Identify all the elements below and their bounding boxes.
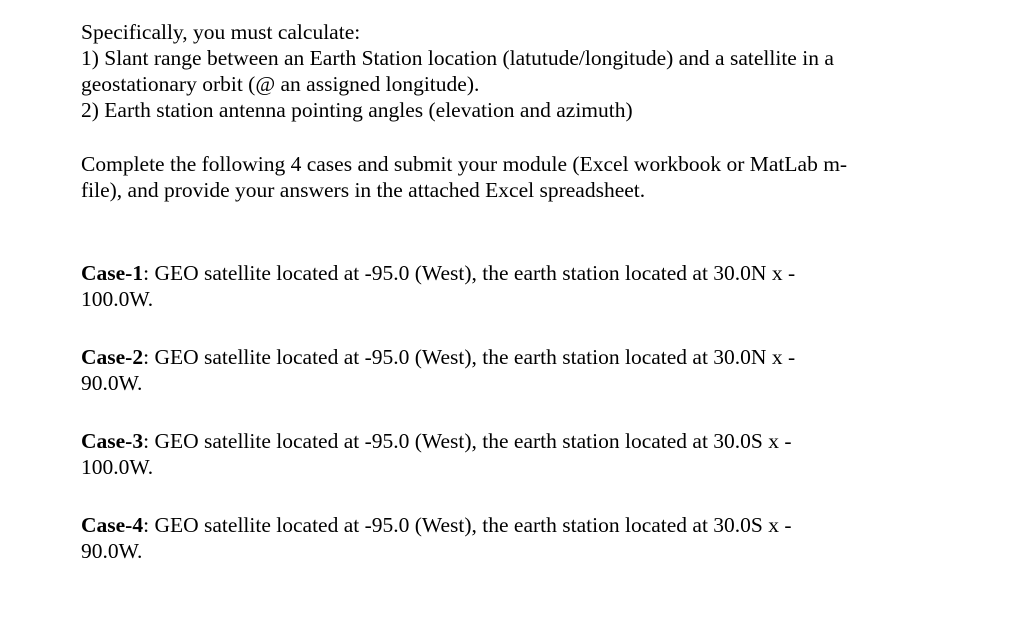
case-2 bbox=[81, 344, 961, 396]
case-3-text: : GEO satellite located at -95.0 (West), the earth station located at 30.0S x - bbox=[143, 429, 792, 453]
case-4-line-2: 90.0W. bbox=[81, 539, 143, 563]
case-4-line-1 bbox=[81, 512, 961, 538]
case-3-label: Case-3 bbox=[81, 429, 144, 453]
case-3 bbox=[81, 428, 961, 480]
case-1-line-2: 100.0W. bbox=[81, 287, 154, 311]
document-page bbox=[81, 19, 961, 564]
case-3-line-2: 100.0W. bbox=[81, 455, 154, 479]
case-1 bbox=[81, 260, 961, 312]
case-4-text: : GEO satellite located at -95.0 (West), the earth station located at 30.0S x - bbox=[143, 513, 792, 537]
case-3-line-1 bbox=[81, 428, 961, 454]
item-1-line-1: 1) Slant range between an Earth Station location (latutude/longitude) and a satellite in a bbox=[81, 46, 834, 70]
case-4-label: Case-4 bbox=[81, 513, 144, 537]
intro-heading: Specifically, you must calculate: bbox=[81, 20, 361, 44]
case-1-label: Case-1 bbox=[81, 261, 144, 285]
instructions-section bbox=[81, 151, 961, 203]
case-2-line-2: 90.0W. bbox=[81, 371, 143, 395]
instructions-line-1: Complete the following 4 cases and submit your module (Excel workbook or MatLab m- bbox=[81, 152, 848, 176]
item-2: 2) Earth station antenna pointing angles (elevation and azimuth) bbox=[81, 98, 633, 122]
case-1-line-1 bbox=[81, 260, 961, 286]
intro-section bbox=[81, 19, 961, 123]
case-1-text: : GEO satellite located at -95.0 (West), the earth station located at 30.0N x - bbox=[143, 261, 796, 285]
item-1-line-2: geostationary orbit (@ an assigned longitude). bbox=[81, 72, 480, 96]
case-4 bbox=[81, 512, 961, 564]
case-2-text: : GEO satellite located at -95.0 (West), the earth station located at 30.0N x - bbox=[143, 345, 796, 369]
case-2-label: Case-2 bbox=[81, 345, 144, 369]
instructions-line-2: file), and provide your answers in the attached Excel spreadsheet. bbox=[81, 178, 646, 202]
case-2-line-1 bbox=[81, 344, 961, 370]
